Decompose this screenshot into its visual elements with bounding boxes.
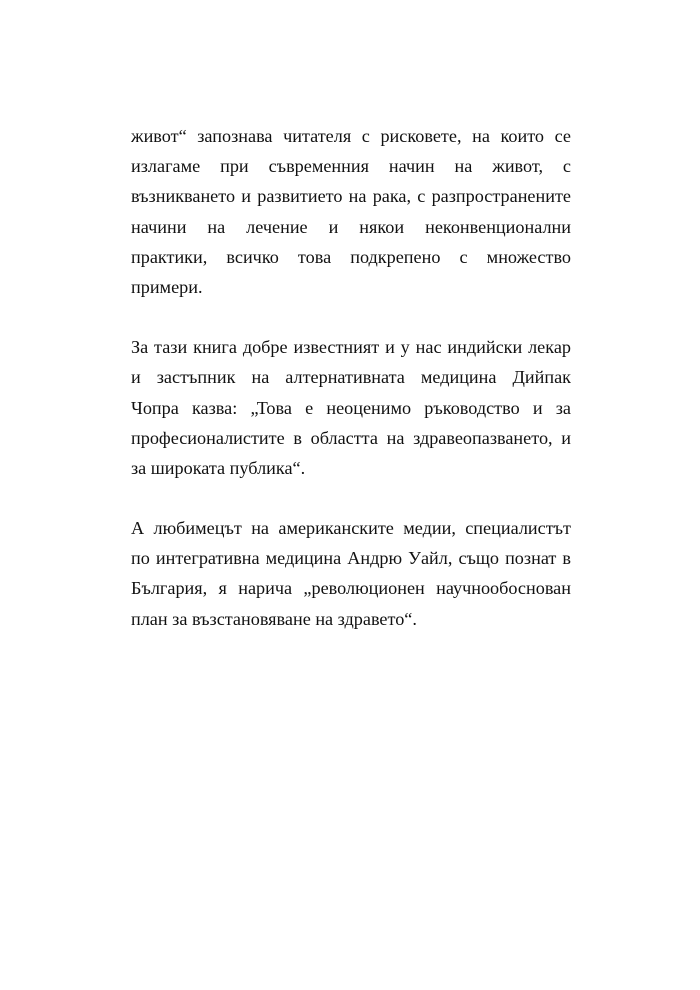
text-line: Чопра казва: „Това е неоценимо ръководство и за — [131, 397, 571, 418]
text-line: За тази книга добре известният и у нас индийски лекар — [131, 337, 571, 358]
text-line: живот“ запознава читателя с рисковете, на които се — [131, 126, 571, 146]
text-line: план за възстановяване на здравето“. — [131, 608, 417, 629]
text-line: практики, всичко това подкрепено с множество — [131, 246, 571, 267]
paragraph-3 — [131, 513, 571, 634]
paragraph-2 — [131, 332, 571, 483]
body-text — [131, 121, 571, 664]
text-line: по интегративна медицина Андрю Уайл, също познат в — [131, 548, 571, 569]
text-line: за широката публика“. — [131, 457, 306, 478]
paragraph-1 — [131, 121, 571, 302]
text-line: България, я нарича „революционен научнообоснован — [131, 578, 571, 599]
text-line: професионалистите в областта на здравеопазването, и — [131, 427, 571, 448]
text-line: А любимецът на американските медии, специалистът — [131, 518, 571, 539]
text-line: възникването и развитието на рака, с разпространените — [131, 186, 571, 207]
text-line: примери. — [131, 276, 203, 297]
text-line: излагаме при съвременния начин на живот, с — [131, 156, 571, 177]
text-line: начини на лечение и някои неконвенционални — [131, 216, 571, 237]
text-line: и застъпник на алтернативната медицина Дийпак — [131, 367, 571, 388]
